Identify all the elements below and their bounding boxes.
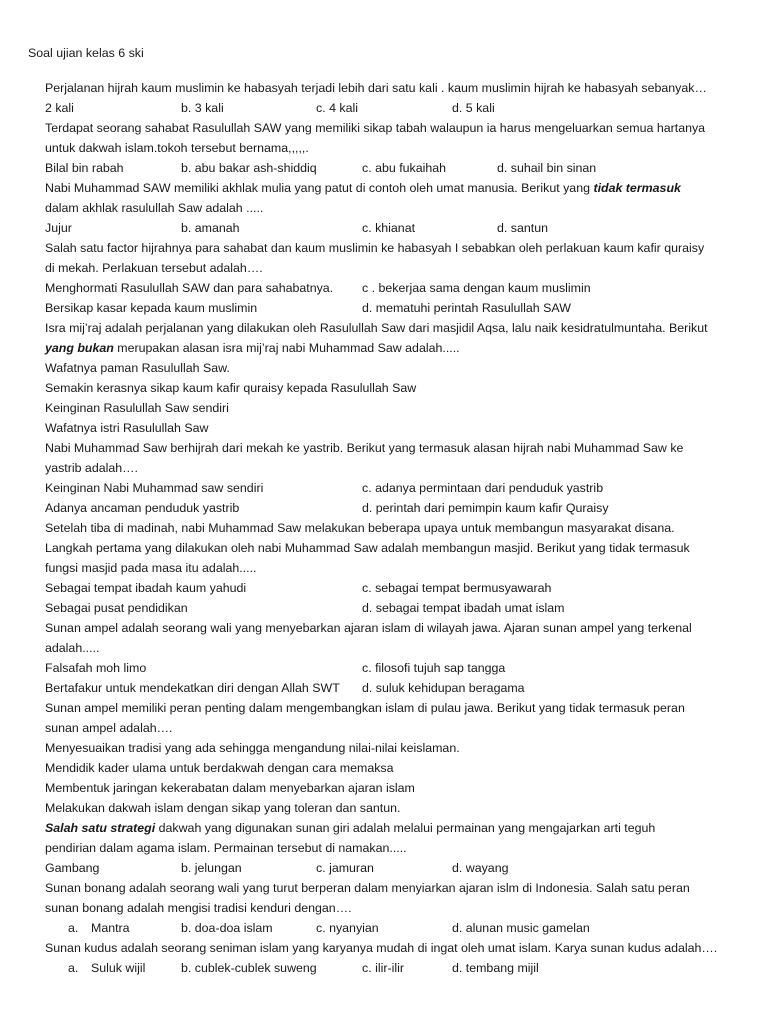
option-d: d. alunan music gamelan bbox=[452, 921, 590, 935]
option-d: d. mematuhi perintah Rasulullah SAW bbox=[362, 301, 571, 315]
question-text: Nabi Muhammad Saw berhijrah dari mekah ke yastrib. Berikut yang termasuk alasan hijrah nabi Muhammad Saw ke bbox=[45, 441, 684, 455]
option-b: b. amanah bbox=[181, 221, 240, 235]
emphasis-text: yang bukan bbox=[45, 341, 114, 355]
option-a: Jujur bbox=[45, 221, 72, 235]
option-c: c. jamuran bbox=[316, 861, 374, 875]
option-b: Sebagai pusat pendidikan bbox=[45, 601, 188, 615]
option-c: c. filosofi tujuh sap tangga bbox=[362, 661, 506, 675]
option-b: b. jelungan bbox=[181, 861, 242, 875]
option-d: d. santun bbox=[497, 221, 548, 235]
option-d: d. sebagai tempat ibadah umat islam bbox=[362, 601, 565, 615]
option-b: Bertafakur untuk mendekatkan diri dengan Allah SWT bbox=[45, 681, 340, 695]
option-a: Bilal bin rabah bbox=[45, 161, 124, 175]
option-a: Mantra bbox=[91, 921, 130, 935]
option-text: Menyesuaikan tradisi yang ada sehingga mengandung nilai-nilai keislaman. bbox=[45, 741, 460, 755]
question-text: Sunan ampel memiliki peran penting dalam mengembangkan islam di pulau jawa. Berikut yang tidak termasuk peran bbox=[45, 701, 685, 715]
question-text: Sunan ampel adalah seorang wali yang menyebarkan ajaran islam di wilayah jawa. Ajaran sunan ampel yang terkenal bbox=[45, 621, 692, 635]
option-text: Membentuk jaringan kekerabatan dalam menyebarkan ajaran islam bbox=[45, 781, 415, 795]
option-d: d. suhail bin sinan bbox=[497, 161, 597, 175]
option-b: b. doa-doa islam bbox=[181, 921, 273, 935]
question-text bbox=[45, 178, 681, 198]
option-b: b. cublek-cublek suweng bbox=[181, 961, 317, 975]
page-title: Soal ujian kelas 6 ski bbox=[28, 46, 144, 60]
question-text: adalah..... bbox=[45, 641, 100, 655]
option-text: Mendidik kader ulama untuk berdakwah dengan cara memaksa bbox=[45, 761, 394, 775]
option-text: Wafatnya istri Rasulullah Saw bbox=[45, 421, 209, 435]
question-text: Langkah pertama yang dilakukan oleh nabi Muhammad Saw adalah membangun masjid. Berikut yang tidak termasuk bbox=[45, 541, 690, 555]
option-text: Keinginan Rasulullah Saw sendiri bbox=[45, 401, 229, 415]
option-c: c. nyanyian bbox=[316, 921, 379, 935]
question-text: yastrib adalah…. bbox=[45, 461, 138, 475]
question-text: Setelah tiba di madinah, nabi Muhammad Saw melakukan beberapa upaya untuk membangun masyarakat disana. bbox=[45, 521, 675, 535]
option-text: Semakin kerasnya sikap kaum kafir quraisy kepada Rasulullah Saw bbox=[45, 381, 417, 395]
question-text-part: dakwah yang digunakan sunan giri adalah melalui permainan yang mengajarkan arti teguh bbox=[155, 821, 656, 835]
question-text: Isra mij’raj adalah perjalanan yang dilakukan oleh Rasulullah Saw dari masjidil Aqsa, lalu naik kesidratulmuntaha. Berikut bbox=[45, 321, 708, 335]
option-c: c. adanya permintaan dari penduduk yastrib bbox=[362, 481, 604, 495]
question-text: sunan bonang adalah mengisi tradisi kenduri dengan…. bbox=[45, 901, 352, 915]
question-text: Terdapat seorang sahabat Rasulullah SAW yang memiliki sikap tabah walaupun ia harus mengeluarkan semua hartanya bbox=[45, 121, 706, 135]
option-a: Gambang bbox=[45, 861, 100, 875]
emphasis-text: tidak termasuk bbox=[593, 181, 681, 195]
option-c: c. khianat bbox=[362, 221, 416, 235]
option-text: Wafatnya paman Rasulullah Saw. bbox=[45, 361, 230, 375]
option-c: c . bekerjaa sama dengan kaum muslimin bbox=[362, 281, 591, 295]
question-text: Salah satu factor hijrahnya para sahabat dan kaum muslimin ke habasyah I sebabkan oleh perlakuan kaum kafir quraisy bbox=[45, 241, 705, 255]
question-text: fungsi masjid pada masa itu adalah..... bbox=[45, 561, 257, 575]
option-text: Melakukan dakwah islam dengan sikap yang toleran dan santun. bbox=[45, 801, 401, 815]
option-a: Falsafah moh limo bbox=[45, 661, 147, 675]
option-b: Adanya ancaman penduduk yastrib bbox=[45, 501, 240, 515]
question-text: Sunan bonang adalah seorang wali yang turut berperan dalam menyiarkan ajaran islm di Indonesia. Salah satu peran bbox=[45, 881, 690, 895]
option-a: 2 kali bbox=[45, 101, 74, 115]
option-b: b. abu bakar ash-shiddiq bbox=[181, 161, 317, 175]
question-text bbox=[45, 818, 655, 838]
option-a: Suluk wijil bbox=[91, 961, 146, 975]
option-d: d. tembang mijil bbox=[452, 961, 539, 975]
option-c: c. abu fukaihah bbox=[362, 161, 447, 175]
option-letter: a. bbox=[68, 961, 79, 975]
option-a: Menghormati Rasulullah SAW dan para sahabatnya. bbox=[45, 281, 334, 295]
option-letter: a. bbox=[68, 921, 79, 935]
option-c: c. ilir-ilir bbox=[362, 961, 404, 975]
option-a: Sebagai tempat ibadah kaum yahudi bbox=[45, 581, 247, 595]
option-d: d. perintah dari pemimpin kaum kafir Quraisy bbox=[362, 501, 609, 515]
question-text: Perjalanan hijrah kaum muslimin ke habasyah terjadi lebih dari satu kali . kaum muslimin hijrah ke habasyah sebanyak… bbox=[45, 81, 707, 95]
question-text: dalam akhlak rasulullah Saw adalah ..... bbox=[45, 201, 264, 215]
option-d: d. wayang bbox=[452, 861, 509, 875]
option-c: c. 4 kali bbox=[316, 101, 359, 115]
question-text bbox=[45, 338, 460, 358]
question-text: pendirian dalam agama islam. Permainan tersebut di namakan..... bbox=[45, 841, 407, 855]
question-text: Sunan kudus adalah seorang seniman islam yang karyanya mudah di ingat oleh umat islam. Karya sunan kudus adalah…. bbox=[45, 941, 718, 955]
option-b: Bersikap kasar kepada kaum muslimin bbox=[45, 301, 258, 315]
option-d: d. suluk kehidupan beragama bbox=[362, 681, 525, 695]
question-text-part: merupakan alasan isra mij’raj nabi Muhammad Saw adalah..... bbox=[113, 341, 460, 355]
emphasis-text: Salah satu strategi bbox=[45, 821, 156, 835]
question-text: di mekah. Perlakuan tersebut adalah…. bbox=[45, 261, 263, 275]
option-a: Keinginan Nabi Muhammad saw sendiri bbox=[45, 481, 264, 495]
question-text: untuk dakwah islam.tokoh tersebut bernama,,,,,. bbox=[45, 141, 309, 155]
question-text-part: Nabi Muhammad SAW memiliki akhlak mulia yang patut di contoh oleh umat manusia. Berikut yang bbox=[45, 181, 594, 195]
option-c: c. sebagai tempat bermusyawarah bbox=[362, 581, 552, 595]
option-b: b. 3 kali bbox=[181, 101, 224, 115]
option-d: d. 5 kali bbox=[452, 101, 495, 115]
question-text: sunan ampel adalah…. bbox=[45, 721, 173, 735]
